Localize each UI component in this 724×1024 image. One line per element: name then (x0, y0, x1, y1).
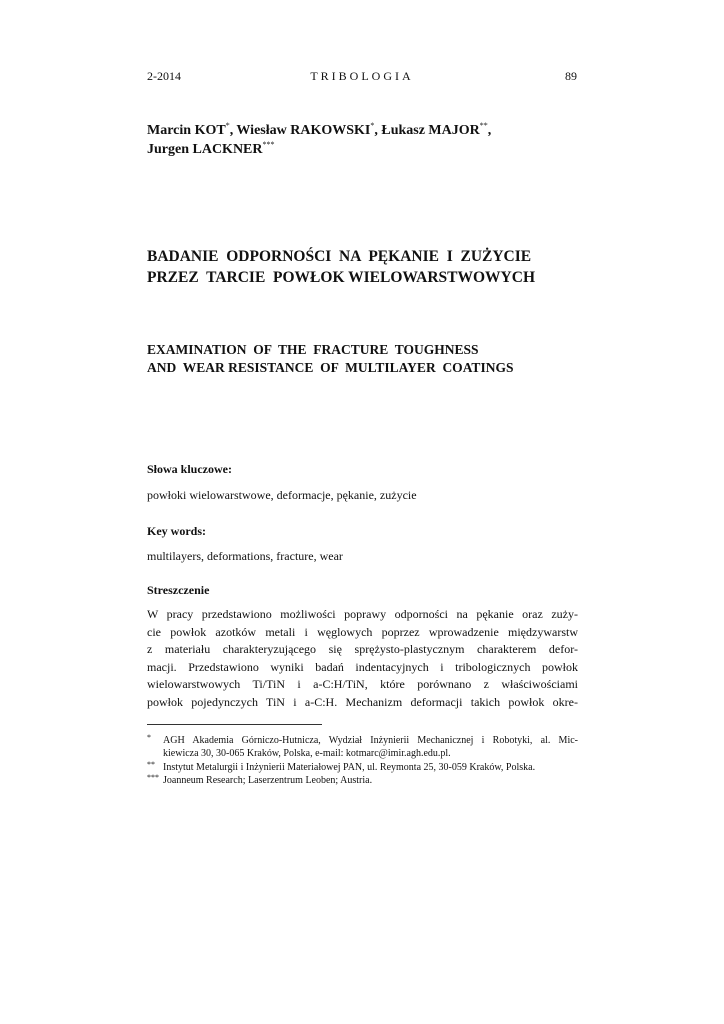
author-name: , Łukasz MAJOR (374, 123, 480, 138)
page-number: 89 (565, 69, 577, 83)
abstract-line: powłok pojedynczych TiN i a-C:H. Mechanizm deformacji takich powłok okre- (147, 694, 578, 709)
author-separator: , (487, 123, 492, 138)
affiliation-mark: *** (262, 140, 275, 149)
title-line: AND WEAR RESISTANCE OF MULTILAYER COATINGS (147, 360, 514, 375)
affiliation-mark: * (225, 121, 230, 130)
footnote-line: Instytut Metalurgii i Inżynierii Materiałowej PAN, ul. Reymonta 25, 30-059 Kraków, Polska. (163, 762, 536, 773)
running-header (147, 69, 577, 85)
author-line-1 (147, 121, 577, 140)
abstract-line: cie powłok azotków metali i węglowych poprzez wprowadzenie międzywarstw (147, 624, 578, 639)
author-name: , Wiesław RAKOWSKI (229, 123, 371, 138)
title-line: EXAMINATION OF THE FRACTURE TOUGHNESS (147, 342, 479, 357)
footnote-1 (147, 734, 578, 760)
footnote-mark: ** (147, 760, 155, 769)
title-line: PRZEZ TARCIE POWŁOK WIELOWARSTWOWYCH (147, 269, 535, 286)
author-line-2 (147, 140, 577, 159)
journal-name: TRIBOLOGIA (310, 69, 414, 83)
author-name: Jurgen LACKNER (147, 142, 263, 157)
abstract-heading: Streszczenie (147, 583, 210, 597)
affiliation-mark: * (370, 121, 375, 130)
abstract-line: macji. Przedstawiono wyniki badań indentacyjnych i tribologicznych powłok (147, 659, 578, 674)
footnote-mark: * (147, 733, 151, 742)
title-english (147, 341, 577, 377)
affiliation-mark: ** (479, 121, 488, 130)
abstract-line: z materiału charakteryzującego się sprężysto-plastycznym charakterem defor- (147, 642, 578, 656)
title-polish (147, 246, 579, 288)
footnote-line: Joanneum Research; Laserzentrum Leoben; Austria. (163, 775, 373, 786)
footnote-3 (147, 774, 578, 787)
abstract-body (147, 606, 578, 711)
abstract-line: W pracy przedstawiono możliwości poprawy odporności na pękanie oraz zuży- (147, 607, 578, 621)
footnote-2 (147, 761, 578, 774)
keywords-pl-heading: Słowa kluczowe: (147, 462, 232, 476)
keywords-en-text: multilayers, deformations, fracture, wear (147, 549, 343, 563)
author-name: Marcin KOT (147, 123, 226, 138)
footnote-line: kiewicza 30, 30-065 Kraków, Polska, e-mail: kotmarc@imir.agh.edu.pl. (163, 748, 451, 759)
footnote-divider (147, 724, 322, 725)
title-line: BADANIE ODPORNOŚCI NA PĘKANIE I ZUŻYCIE (147, 248, 532, 265)
keywords-pl-text: powłoki wielowarstwowe, deformacje, pękanie, zużycie (147, 488, 417, 502)
keywords-en-heading: Key words: (147, 524, 206, 538)
footnote-mark: *** (147, 773, 159, 782)
issue-number: 2-2014 (147, 69, 181, 83)
footnote-line: AGH Akademia Górniczo-Hutnicza, Wydział Inżynierii Mechanicznej i Robotyki, al. Mic- (163, 735, 578, 746)
abstract-line: wielowarstwowych Ti/TiN i a-C:H/TiN, które porównano z właściwościami (147, 677, 578, 691)
author-list (147, 121, 577, 159)
